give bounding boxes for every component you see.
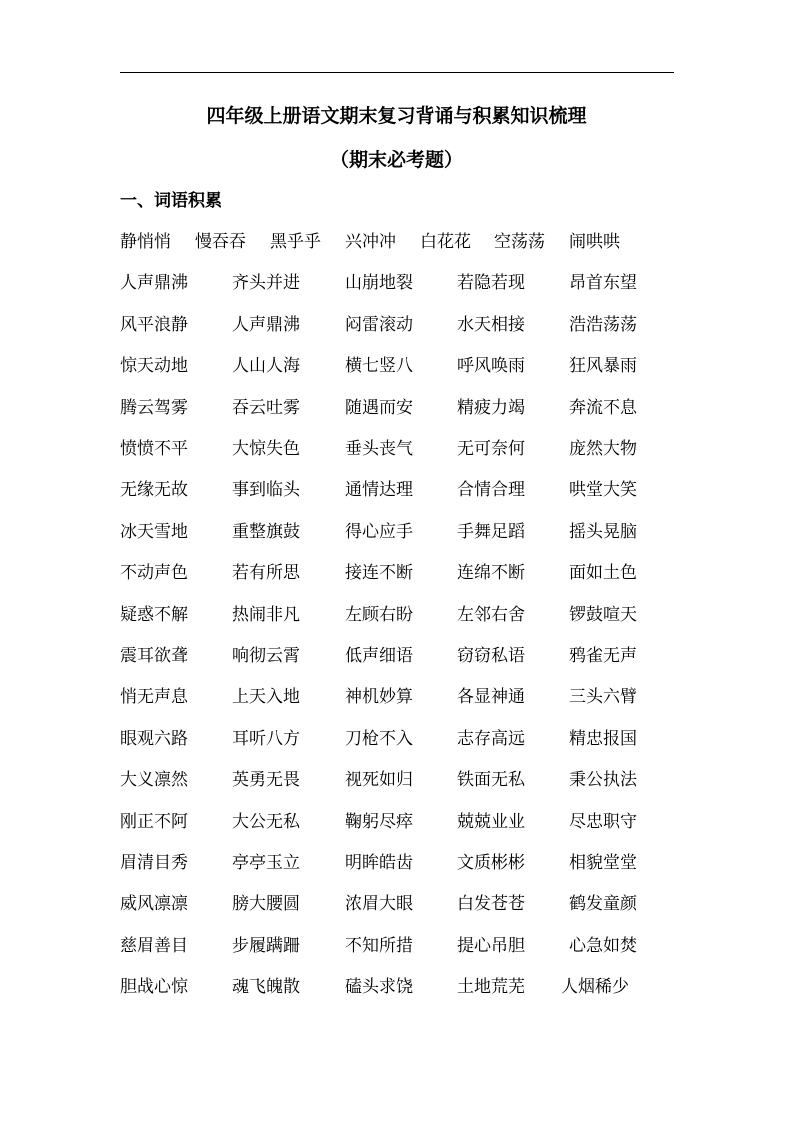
vocabulary-word: 无缘无故 (120, 480, 188, 500)
vocabulary-word: 志存高远 (457, 729, 525, 749)
vocabulary-word: 风平浪静 (120, 315, 188, 335)
vocabulary-word: 狂风暴雨 (569, 356, 637, 376)
header-rule (120, 72, 674, 73)
vocabulary-word: 齐头并进 (232, 273, 300, 293)
vocabulary-word: 浩浩荡荡 (569, 315, 637, 335)
vocabulary-word: 事到临头 (232, 480, 300, 500)
vocabulary-word: 不知所措 (345, 936, 413, 956)
vocabulary-word: 手舞足蹈 (457, 522, 525, 542)
vocabulary-word: 黑乎乎 (270, 232, 321, 252)
word-row (0, 767, 793, 793)
vocabulary-word: 提心吊胆 (457, 936, 525, 956)
vocabulary-word: 庞然大物 (569, 439, 637, 459)
word-row (0, 560, 793, 586)
vocabulary-word: 慈眉善目 (120, 936, 188, 956)
vocabulary-word: 大义凛然 (120, 770, 188, 790)
vocabulary-word: 精疲力竭 (457, 398, 525, 418)
vocabulary-word: 精忠报国 (569, 729, 637, 749)
vocabulary-word: 眼观六路 (120, 729, 188, 749)
word-row (0, 312, 793, 338)
vocabulary-word: 白发苍苍 (457, 894, 525, 914)
word-row (0, 933, 793, 959)
vocabulary-word: 若有所思 (232, 563, 300, 583)
vocabulary-word: 若隐若现 (457, 273, 525, 293)
vocabulary-word: 人烟稀少 (561, 977, 629, 997)
vocabulary-word: 疑惑不解 (120, 605, 188, 625)
vocabulary-word: 悄无声息 (120, 687, 188, 707)
vocabulary-word: 磕头求饶 (345, 977, 413, 997)
vocabulary-word: 摇头晃脑 (569, 522, 637, 542)
vocabulary-word: 昂首东望 (569, 273, 637, 293)
vocabulary-word: 文质彬彬 (457, 853, 525, 873)
word-row (0, 270, 793, 296)
vocabulary-word: 英勇无畏 (232, 770, 300, 790)
vocabulary-word: 响彻云霄 (232, 646, 300, 666)
word-row (0, 477, 793, 503)
section-heading: 一、词语积累 (120, 191, 222, 211)
vocabulary-word: 步履蹒跚 (232, 936, 300, 956)
vocabulary-word: 大公无私 (232, 812, 300, 832)
vocabulary-word: 魂飞魄散 (232, 977, 300, 997)
vocabulary-word: 闹哄哄 (569, 232, 620, 252)
vocabulary-word: 冰天雪地 (120, 522, 188, 542)
vocabulary-word: 静悄悄 (120, 232, 171, 252)
vocabulary-word: 腾云驾雾 (120, 398, 188, 418)
vocabulary-word: 鸦雀无声 (569, 646, 637, 666)
vocabulary-word: 膀大腰圆 (232, 894, 300, 914)
vocabulary-word: 呼风唤雨 (457, 356, 525, 376)
vocabulary-word: 兢兢业业 (457, 812, 525, 832)
word-row (0, 809, 793, 835)
vocabulary-word: 大惊失色 (232, 439, 300, 459)
vocabulary-word: 连绵不断 (457, 563, 525, 583)
vocabulary-word: 上天入地 (232, 687, 300, 707)
vocabulary-word: 垂头丧气 (345, 439, 413, 459)
vocabulary-word: 左顾右盼 (345, 605, 413, 625)
vocabulary-word: 慢吞吞 (195, 232, 246, 252)
word-row (0, 395, 793, 421)
vocabulary-word: 惊天动地 (120, 356, 188, 376)
vocabulary-word: 威风凛凛 (120, 894, 188, 914)
word-row (0, 436, 793, 462)
vocabulary-word: 窃窃私语 (457, 646, 525, 666)
vocabulary-word: 刀枪不入 (345, 729, 413, 749)
vocabulary-word: 眉清目秀 (120, 853, 188, 873)
vocabulary-word: 重整旗鼓 (232, 522, 300, 542)
vocabulary-word: 视死如归 (345, 770, 413, 790)
vocabulary-word: 随遇而安 (345, 398, 413, 418)
vocabulary-word: 热闹非凡 (232, 605, 300, 625)
word-row (0, 602, 793, 628)
vocabulary-word: 各显神通 (457, 687, 525, 707)
vocabulary-word: 震耳欲聋 (120, 646, 188, 666)
vocabulary-word: 鹤发童颜 (569, 894, 637, 914)
vocabulary-word: 三头六臂 (569, 687, 637, 707)
vocabulary-word: 铁面无私 (457, 770, 525, 790)
word-row (0, 726, 793, 752)
word-row (0, 643, 793, 669)
vocabulary-word: 不动声色 (120, 563, 188, 583)
vocabulary-word: 吞云吐雾 (232, 398, 300, 418)
vocabulary-word: 人声鼎沸 (232, 315, 300, 335)
vocabulary-word: 愤愤不平 (120, 439, 188, 459)
vocabulary-word: 尽忠职守 (569, 812, 637, 832)
vocabulary-word: 明眸皓齿 (345, 853, 413, 873)
vocabulary-word: 闷雷滚动 (345, 315, 413, 335)
vocabulary-word: 横七竖八 (345, 356, 413, 376)
document-subtitle: （期末必考题） (329, 149, 463, 171)
vocabulary-word: 锣鼓喧天 (569, 605, 637, 625)
vocabulary-word: 接连不断 (345, 563, 413, 583)
vocabulary-word: 心急如焚 (569, 936, 637, 956)
vocabulary-word: 秉公执法 (569, 770, 637, 790)
vocabulary-word: 山崩地裂 (345, 273, 413, 293)
word-row (0, 519, 793, 545)
vocabulary-word: 奔流不息 (569, 398, 637, 418)
word-row (0, 353, 793, 379)
vocabulary-word: 人山人海 (232, 356, 300, 376)
vocabulary-word: 耳听八方 (232, 729, 300, 749)
vocabulary-word: 亭亭玉立 (232, 853, 300, 873)
vocabulary-word: 相貌堂堂 (569, 853, 637, 873)
vocabulary-word: 白花花 (420, 232, 471, 252)
vocabulary-word: 无可奈何 (457, 439, 525, 459)
vocabulary-word: 哄堂大笑 (569, 480, 637, 500)
vocabulary-word: 鞠躬尽瘁 (345, 812, 413, 832)
vocabulary-word: 得心应手 (345, 522, 413, 542)
vocabulary-word: 面如土色 (569, 563, 637, 583)
word-row (0, 891, 793, 917)
vocabulary-word: 水天相接 (457, 315, 525, 335)
vocabulary-word: 人声鼎沸 (120, 273, 188, 293)
vocabulary-word: 浓眉大眼 (345, 894, 413, 914)
word-row (0, 229, 793, 255)
vocabulary-word: 刚正不阿 (120, 812, 188, 832)
document-title: 四年级上册语文期末复习背诵与积累知识梳理 (206, 105, 587, 127)
vocabulary-word: 土地荒芜 (457, 977, 525, 997)
word-row (0, 974, 793, 1000)
vocabulary-word: 左邻右舍 (457, 605, 525, 625)
vocabulary-word: 兴冲冲 (345, 232, 396, 252)
vocabulary-word: 空荡荡 (494, 232, 545, 252)
vocabulary-word: 通情达理 (345, 480, 413, 500)
word-row (0, 850, 793, 876)
vocabulary-word: 低声细语 (345, 646, 413, 666)
vocabulary-word: 合情合理 (457, 480, 525, 500)
vocabulary-word: 神机妙算 (345, 687, 413, 707)
vocabulary-word: 胆战心惊 (120, 977, 188, 997)
word-row (0, 684, 793, 710)
